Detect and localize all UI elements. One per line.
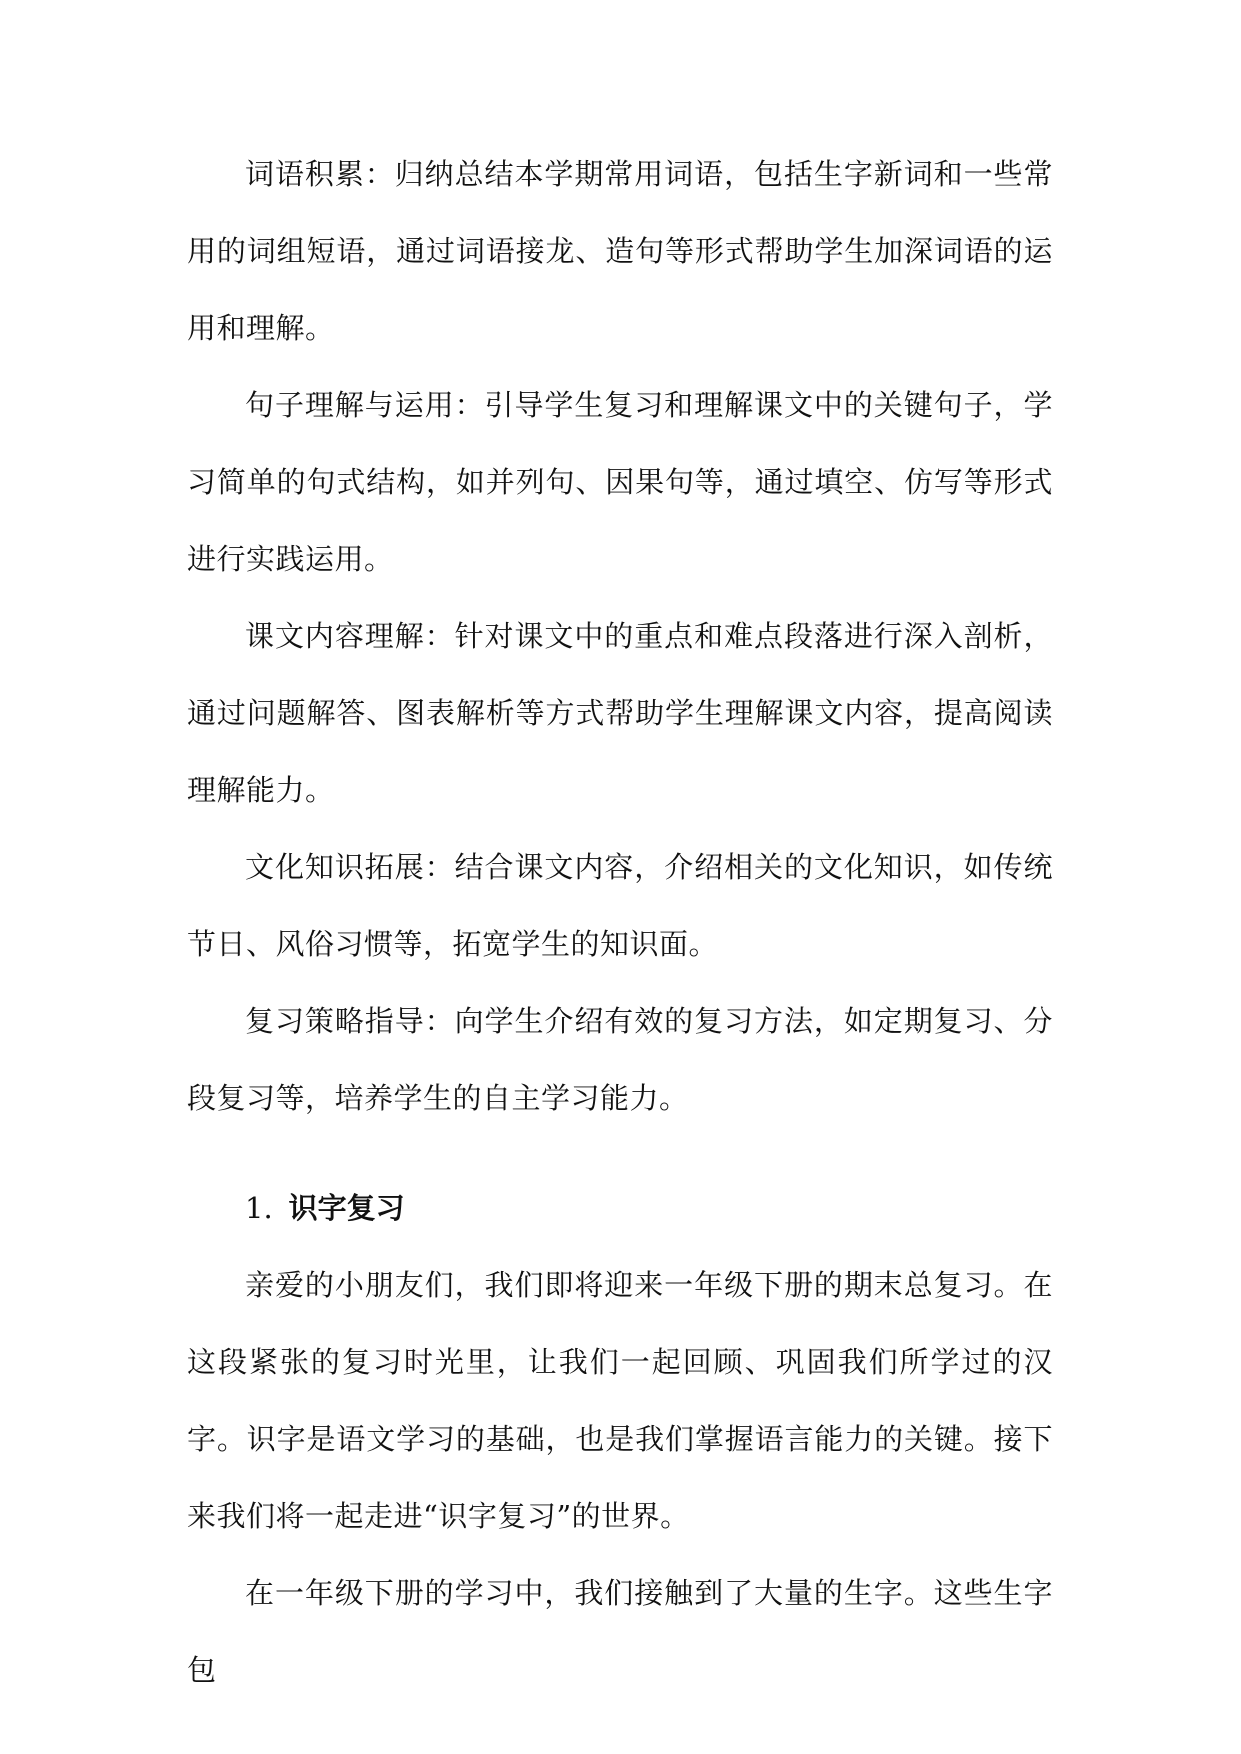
section-heading-block <box>187 1170 1053 1247</box>
paragraph-sentences: 句子理解与运用：引导学生复习和理解课文中的关键句子，学习简单的句式结构，如并列句、因果句等，通过填空、仿写等形式进行实践运用。 <box>187 388 1053 576</box>
paragraph-vocabulary: 词语积累：归纳总结本学期常用词语，包括生字新词和一些常用的词组短语，通过词语接龙、造句等形式帮助学生加深词语的运用和理解。 <box>187 157 1053 345</box>
paragraph-characters: 在一年级下册的学习中，我们接触到了大量的生字。这些生字包 <box>187 1576 1053 1687</box>
section-heading <box>187 1170 1053 1247</box>
paragraph-review-strategy: 复习策略指导：向学生介绍有效的复习方法，如定期复习、分段复习等，培养学生的自主学习能力。 <box>187 1004 1053 1115</box>
section-title: 识字复习 <box>288 1191 405 1225</box>
paragraph-intro: 亲爱的小朋友们，我们即将迎来一年级下册的期末总复习。在这段紧张的复习时光里，让我们一起回顾、巩固我们所学过的汉字。识字是语文学习的基础，也是我们掌握语言能力的关键。接下来我们将一起走进“识字复习”的世界。 <box>187 1268 1053 1533</box>
paragraph-text-comprehension: 课文内容理解：针对课文中的重点和难点段落进行深入剖析，通过问题解答、图表解析等方式帮助学生理解课文内容，提高阅读理解能力。 <box>187 619 1053 807</box>
paragraph-culture: 文化知识拓展：结合课文内容，介绍相关的文化知识，如传统节日、风俗习惯等，拓宽学生的知识面。 <box>187 850 1053 961</box>
document-body <box>187 136 1053 1709</box>
section-number: 1. <box>245 1191 273 1225</box>
